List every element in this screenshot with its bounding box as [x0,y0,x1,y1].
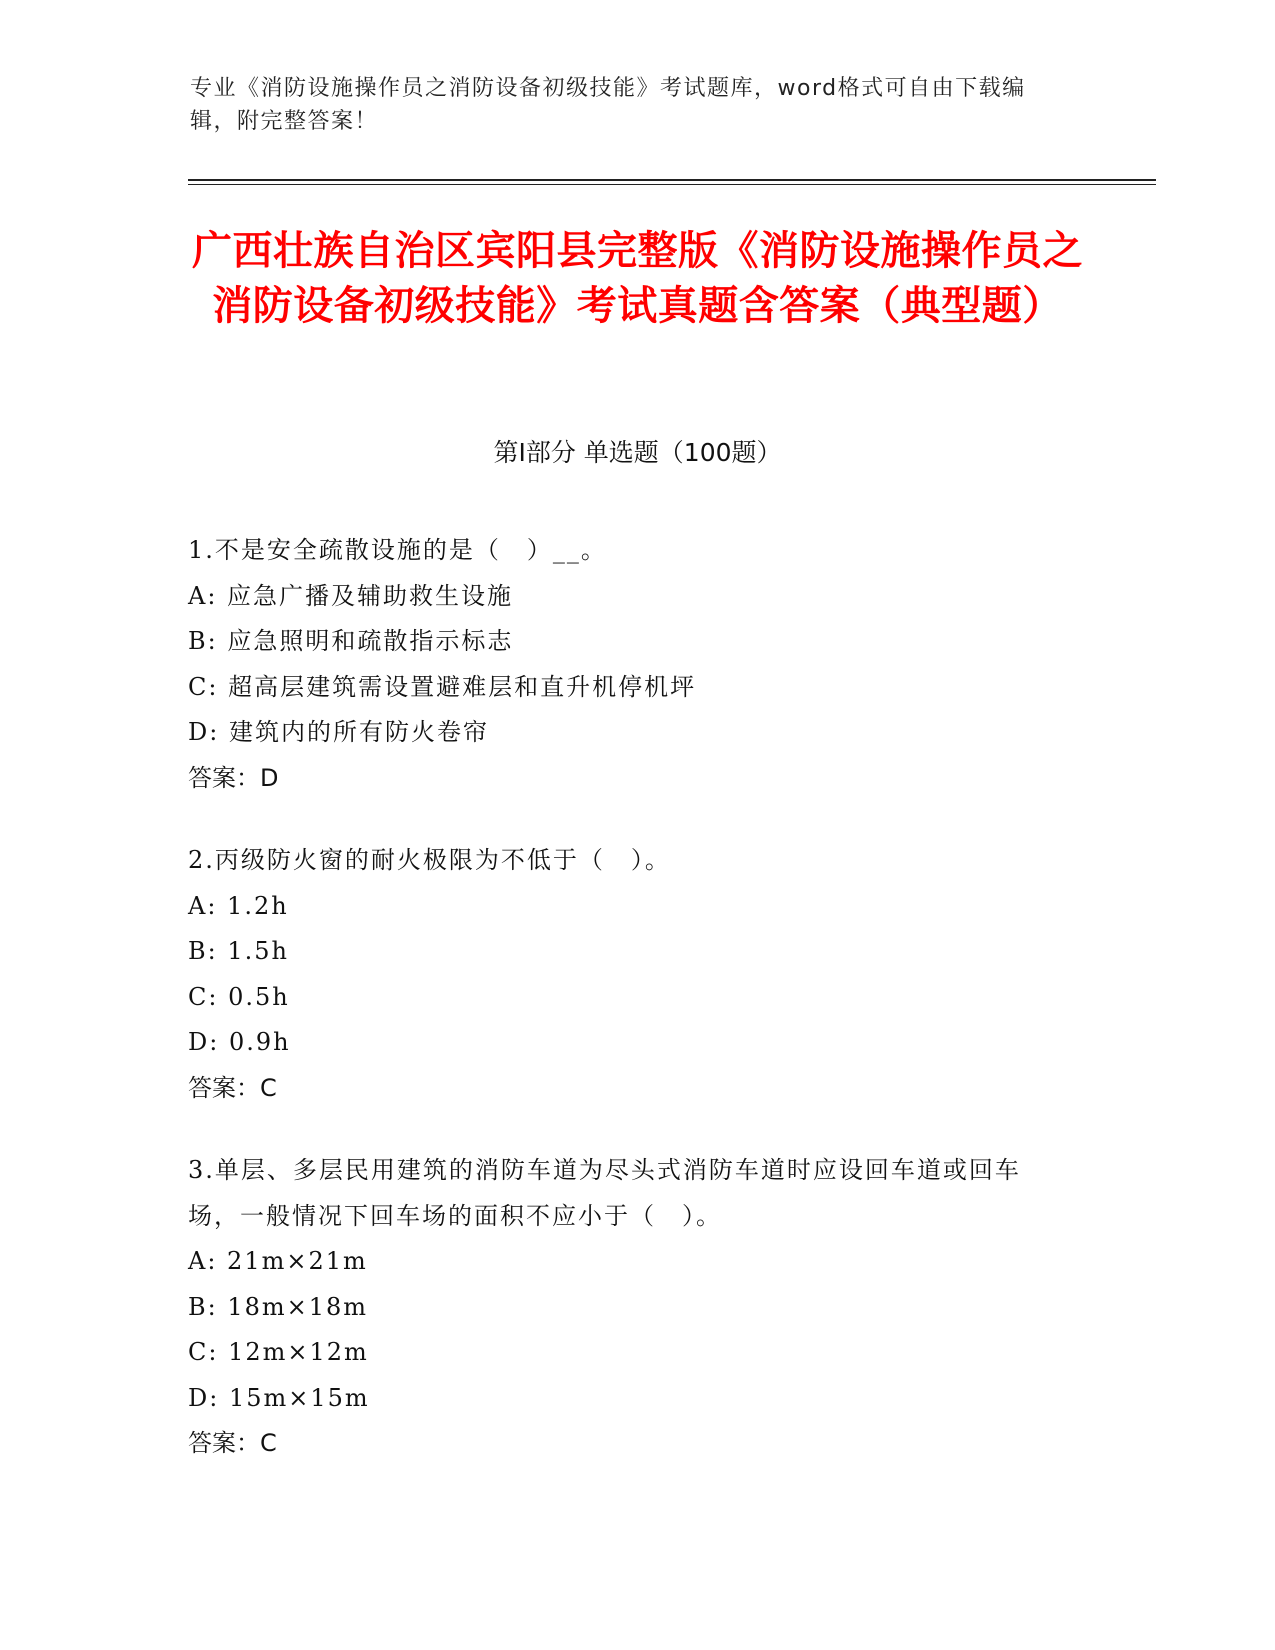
option-d: D: 15m×15m [188,1383,370,1412]
option-a: A: 应急广播及辅助救生设施 [188,581,514,610]
option-a: A: 1.2h [188,891,289,920]
question-text: 3.单层、多层民用建筑的消防车道为尽头式消防车道时应设回车道或回车场，一般情况下回车场的面积不应小于（ ）。 [188,1156,1021,1230]
option-d: D: 建筑内的所有防火卷帘 [188,718,489,746]
question-list [188,528,1068,1504]
option-b: B: 应急照明和疏散指示标志 [188,627,514,655]
option-d: D: 0.9h [188,1028,291,1056]
option-a: A: 21m×21m [188,1247,368,1275]
document-title: 广西壮族自治区宾阳县完整版《消防设施操作员之消防设备初级技能》考试真题含答案（典型题） [192,228,1083,329]
question-text: 2.丙级防火窗的耐火极限为不低于（ ）。 [188,846,671,874]
section-title: 第I部分 单选题（100题） [493,438,782,467]
question-text: 1.不是安全疏散设施的是（ ）__。 [188,536,607,564]
answer-line: 答案：C [188,1429,277,1457]
header-rule-thick [188,179,1156,181]
answer-line: 答案：D [188,763,279,792]
header-note: 专业《消防设施操作员之消防设备初级技能》考试题库，word格式可自由下载编辑，附完整答案！ [190,76,1026,134]
option-b: B: 18m×18m [188,1292,369,1321]
answer-line: 答案：C [188,1073,277,1102]
question-1 [188,528,1068,801]
option-c: C: 12m×12m [188,1338,369,1366]
header-rule-thin [188,184,1156,185]
option-c: C: 0.5h [188,982,290,1011]
question-2 [188,838,1068,1111]
option-b: B: 1.5h [188,937,289,965]
question-3 [188,1148,1068,1467]
option-c: C: 超高层建筑需设置避难层和直升机停机坪 [188,672,697,701]
